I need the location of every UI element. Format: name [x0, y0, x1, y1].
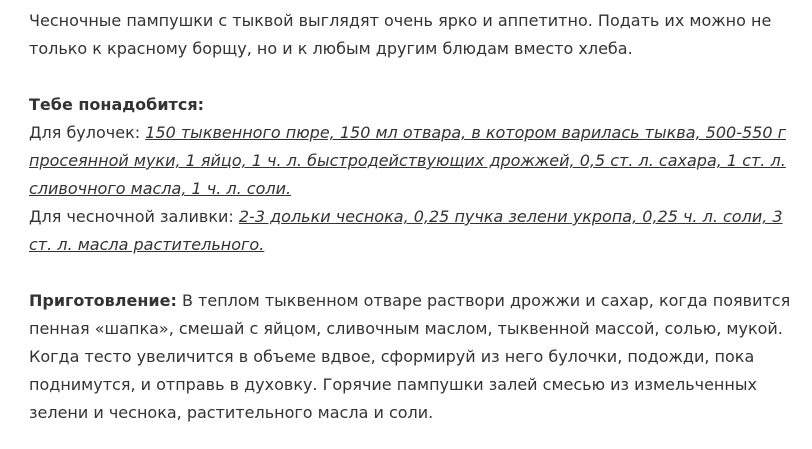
- spacer: [29, 63, 799, 91]
- preparation-heading: Приготовление:: [29, 291, 177, 310]
- intro-paragraph: Чесночные пампушки с тыквой выглядят очень ярко и аппетитно. Подать их можно не только к красному борщу, но и к любым другим блюдам вместо хлеба.: [29, 11, 772, 58]
- preparation-text: В теплом тыквенном отваре раствори дрожжи и сахар, когда появится пенная «шапка», смешай с яйцом, сливочным маслом, тыквенной массой, солью, мукой. Когда тесто увеличится в объеме вдвое, сформируй из него булочки, подожди, пока поднимутся, и отправь в духовку. Горячие пампушки залей смесью из измельченных зелени и чеснока, растительного масла и соли.: [29, 291, 791, 422]
- dressing-label: Для чесночной заливки:: [29, 207, 239, 226]
- buns-ingredients-list: 150 тыквенного пюре, 150 мл отвара, в котором варилась тыква, 500-550 г просеянной муки, 1 яйцо, 1 ч. л. быстродействующих дрожжей, 0,5 ст. л. сахара, 1 ст. л. сливочного масла, 1 ч. л. соли.: [29, 123, 787, 198]
- ingredients-block: [29, 91, 799, 259]
- recipe-article: [29, 7, 799, 427]
- buns-label: Для булочек:: [29, 123, 146, 142]
- spacer: [29, 259, 799, 287]
- ingredients-heading: Тебе понадобится:: [29, 95, 204, 114]
- preparation-paragraph: [29, 287, 799, 427]
- dressing-ingredients-list: 2-3 дольки чеснока, 0,25 пучка зелени укропа, 0,25 ч. л. соли, 3 ст. л. масла растительного.: [29, 207, 783, 254]
